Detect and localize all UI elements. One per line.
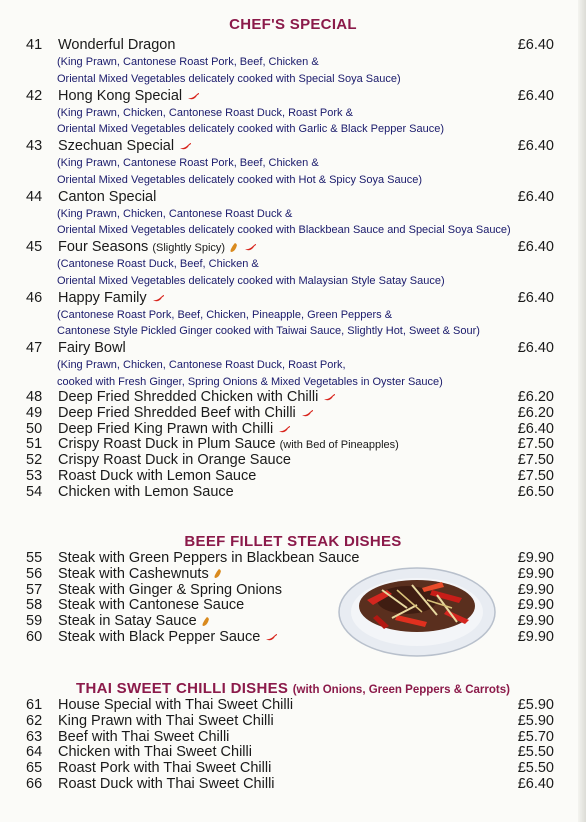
menu-item-row — [0, 598, 586, 614]
thai-title-text: THAI SWEET CHILLI DISHES — [76, 680, 289, 697]
item-description: Oriental Mixed Vegetables delicately cooked with Special Soya Sauce) — [57, 72, 401, 85]
menu-item — [0, 138, 586, 189]
item-price: £5.90 — [517, 712, 554, 729]
item-description: Cantonese Style Pickled Ginger cooked with Taiwai Sauce, Slightly Hot, Sweet & Sour) — [57, 325, 480, 337]
menu-item-row — [0, 340, 586, 357]
chilli-icon — [265, 633, 278, 641]
menu-item-row — [0, 138, 586, 155]
menu-item-row — [0, 189, 586, 206]
item-description: Oriental Mixed Vegetables delicately cooked with Garlic & Black Pepper Sauce) — [57, 123, 445, 135]
item-price: £9.90 — [517, 613, 554, 630]
item-name: Roast Duck with Lemon Sauce — [58, 467, 257, 484]
beef-section-title: BEEF FILLET STEAK DISHES — [184, 533, 402, 550]
menu-item — [0, 239, 586, 290]
chefs-special-title: CHEF'S SPECIAL — [229, 16, 357, 33]
menu-item — [0, 189, 586, 240]
item-number: 57 — [26, 581, 43, 598]
pepper-icon — [201, 616, 211, 627]
item-price: £6.40 — [517, 289, 554, 306]
item-price: £6.20 — [517, 404, 554, 421]
item-description: (King Prawn, Chicken, Cantonese Roast Duck, Roast Pork, — [57, 359, 346, 371]
item-price: £9.90 — [517, 581, 554, 598]
item-price: £9.90 — [517, 565, 554, 582]
menu-item-row — [0, 583, 586, 599]
item-name: Chicken with Thai Sweet Chilli — [58, 744, 252, 761]
item-price: £5.50 — [517, 760, 554, 777]
menu-item-row — [0, 88, 586, 105]
item-price: £9.90 — [517, 550, 554, 566]
item-name: Happy Family — [58, 290, 165, 307]
item-description: Oriental Mixed Vegetables delicately cooked with Hot & Spicy Soya Sauce) — [57, 173, 423, 186]
item-number: 56 — [26, 565, 43, 582]
item-name: House Special with Thai Sweet Chilli — [58, 697, 294, 713]
item-number: 59 — [26, 613, 43, 630]
item-number: 63 — [26, 728, 43, 745]
menu-item-row — [0, 551, 586, 567]
item-price: £7.50 — [517, 452, 554, 469]
beef-list — [0, 551, 586, 646]
item-description: cooked with Fresh Ginger, Spring Onions & Mixed Vegetables in Oyster Sauce) — [57, 375, 443, 388]
menu-item-row — [0, 614, 586, 630]
item-number: 48 — [26, 389, 43, 405]
chilli-icon — [278, 425, 291, 433]
item-number: 43 — [26, 138, 43, 154]
item-number: 50 — [26, 420, 43, 437]
item-description: (Cantonese Roast Pork, Beef, Chicken, Pineapple, Green Peppers & — [57, 308, 393, 321]
item-name: Canton Special — [58, 188, 157, 205]
item-name: Hong Kong Special — [58, 88, 200, 105]
item-price: £9.90 — [517, 597, 554, 614]
item-price: £6.40 — [517, 87, 554, 104]
item-number: 65 — [26, 760, 43, 777]
item-description: Oriental Mixed Vegetables delicately cooked with Malaysian Style Satay Sauce) — [57, 274, 445, 287]
menu-item-row — [0, 239, 586, 256]
chilli-icon — [244, 243, 257, 251]
item-price: £5.90 — [517, 697, 554, 713]
item-name: Chicken with Lemon Sauce — [58, 483, 234, 500]
item-number: 47 — [26, 340, 43, 356]
chilli-icon — [301, 409, 314, 417]
thai-subtitle: (with Onions, Green Peppers & Carrots) — [292, 684, 510, 696]
pepper-icon — [229, 242, 239, 253]
item-number: 60 — [26, 628, 43, 645]
item-price: £6.40 — [517, 37, 554, 53]
menu-item-row — [0, 37, 586, 54]
menu-item-row — [0, 714, 586, 730]
item-price: £9.90 — [517, 628, 554, 645]
item-price: £6.20 — [517, 389, 554, 405]
item-description: (King Prawn, Cantonese Roast Pork, Beef, Chicken & — [57, 56, 319, 68]
chefs-special-list — [0, 37, 586, 391]
item-note: (with Bed of Pineapples) — [279, 439, 399, 452]
item-number: 58 — [26, 597, 43, 614]
menu-item-row — [0, 469, 586, 485]
item-number: 51 — [26, 436, 43, 453]
item-name: Crispy Roast Duck in Orange Sauce — [58, 452, 291, 469]
item-name: Roast Duck with Thai Sweet Chilli — [58, 775, 275, 792]
menu-item-row — [0, 290, 586, 307]
chilli-icon — [152, 294, 165, 302]
item-price: £5.70 — [517, 728, 554, 745]
item-number: 42 — [26, 87, 43, 104]
menu-item-row — [0, 406, 586, 422]
chilli-icon — [323, 393, 336, 401]
thai-list — [0, 698, 586, 793]
chefs-special-simple-list — [0, 390, 586, 501]
item-name: Roast Pork with Thai Sweet Chilli — [58, 760, 272, 777]
menu-item-row — [0, 761, 586, 777]
menu-item — [0, 37, 586, 88]
item-price: £6.40 — [517, 340, 554, 356]
item-number: 46 — [26, 289, 43, 306]
item-description: (King Prawn, Chicken, Cantonese Roast Duck, Roast Pork & — [57, 106, 353, 119]
menu-item-row — [0, 630, 586, 646]
item-description: (King Prawn, Cantonese Roast Pork, Beef, Chicken & — [57, 157, 319, 169]
menu-item-row — [0, 567, 586, 583]
item-number: 49 — [26, 404, 43, 421]
menu-item-row — [0, 422, 586, 438]
item-name: Steak with Green Peppers in Blackbean Sauce — [58, 550, 360, 566]
item-description: Oriental Mixed Vegetables delicately cooked with Blackbean Sauce and Special Soya Sauce) — [57, 224, 511, 236]
item-name: Deep Fried Shredded Beef with Chilli — [58, 406, 314, 422]
item-number: 44 — [26, 188, 43, 205]
item-price: £7.50 — [517, 467, 554, 484]
menu-item — [0, 340, 586, 391]
menu-item-row — [0, 390, 586, 406]
item-name: Deep Fried Shredded Chicken with Chilli — [58, 390, 336, 406]
item-name: Steak with Black Pepper Sauce — [58, 630, 278, 646]
item-name: Wonderful Dragon — [58, 37, 176, 53]
item-number: 53 — [26, 467, 43, 484]
item-number: 55 — [26, 550, 43, 566]
item-number: 64 — [26, 744, 43, 761]
item-name: Four Seasons (Slightly Spicy) — [58, 239, 257, 257]
item-number: 61 — [26, 697, 43, 713]
chilli-icon — [187, 92, 200, 100]
pepper-icon — [213, 568, 223, 579]
menu-item-row — [0, 698, 586, 714]
item-number: 52 — [26, 452, 43, 469]
item-number: 54 — [26, 483, 43, 500]
item-price: £6.40 — [517, 775, 554, 792]
item-name: King Prawn with Thai Sweet Chilli — [58, 712, 274, 729]
dish-photo — [337, 560, 497, 660]
menu-item — [0, 290, 586, 341]
item-number: 66 — [26, 775, 43, 792]
item-price: £6.40 — [517, 138, 554, 154]
item-name: Steak with Cantonese Sauce — [58, 597, 245, 614]
item-price: £6.40 — [517, 420, 554, 437]
menu-item-row — [0, 485, 586, 501]
item-number: 62 — [26, 712, 43, 729]
item-price: £6.50 — [517, 483, 554, 500]
item-description: (King Prawn, Chicken, Cantonese Roast Duck & — [57, 207, 293, 220]
item-price: £6.40 — [517, 239, 554, 255]
thai-section-title — [0, 680, 586, 697]
menu-item-row — [0, 777, 586, 793]
menu-item-row — [0, 745, 586, 761]
item-price: £6.40 — [517, 188, 554, 205]
item-name: Szechuan Special — [58, 138, 192, 155]
chilli-icon — [179, 142, 192, 150]
item-price: £7.50 — [517, 436, 554, 453]
menu-item-row — [0, 730, 586, 746]
menu-item-row — [0, 437, 586, 453]
item-name: Crispy Roast Duck in Plum Sauce (with Bed of Pineapples) — [58, 436, 399, 453]
item-name: Fairy Bowl — [58, 340, 126, 356]
item-name: Beef with Thai Sweet Chilli — [58, 728, 230, 745]
menu-item — [0, 88, 586, 139]
item-description: (Cantonese Roast Duck, Beef, Chicken & — [57, 258, 259, 270]
item-name: Steak with Ginger & Spring Onions — [58, 581, 283, 598]
item-price: £5.50 — [517, 744, 554, 761]
menu-item-row — [0, 453, 586, 469]
item-name: Steak with Cashewnuts — [58, 567, 223, 583]
item-name: Deep Fried King Prawn with Chilli — [58, 422, 291, 438]
item-number: 45 — [26, 239, 43, 255]
item-name: Steak in Satay Sauce — [58, 614, 211, 630]
item-note: (Slightly Spicy) — [152, 242, 226, 254]
item-number: 41 — [26, 37, 43, 53]
